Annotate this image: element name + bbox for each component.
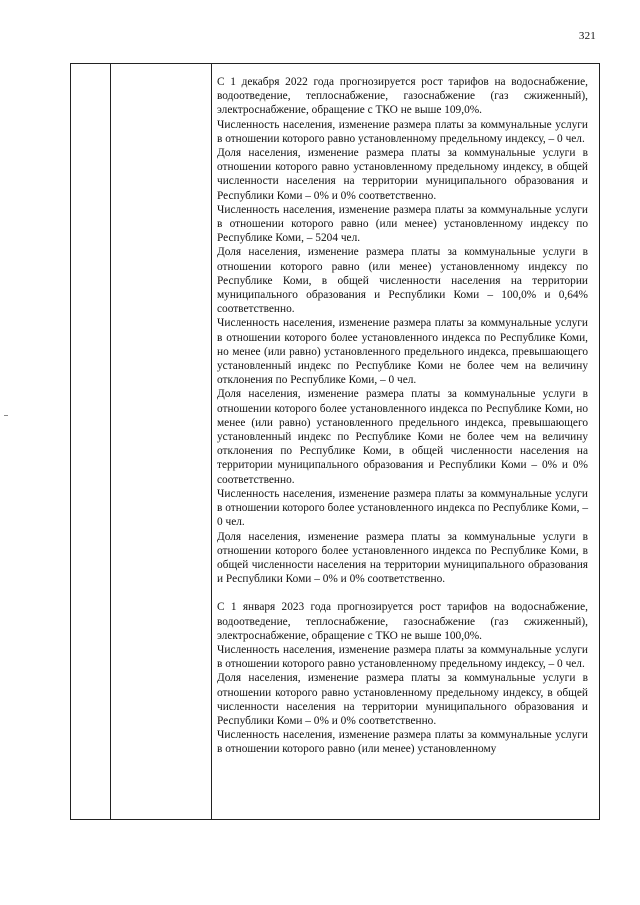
paragraph: Численность населения, изменение размера платы за коммунальные услуги в отношении которого равно установленному предельному индексу, – 0 чел.: [217, 118, 588, 145]
paragraph: Численность населения, изменение размера платы за коммунальные услуги в отношении которого более установленного индекса по Республике Коми, но менее (или равно) установленного предельного индекса, превышающего установленный индекс по Республике Коми не более чем на величину отклонения по Республике Коми, – 0 чел.: [217, 317, 588, 387]
paragraph: Численность населения, изменение размера платы за коммунальные услуги в отношении которого равно (или менее) установленному: [217, 729, 588, 756]
paragraph: Доля населения, изменение размера платы за коммунальные услуги в отношении которого равно установленному предельному индексу, в общей численности населения на территории муниципального образования и Республики Коми – 0% и 0% соответственно.: [217, 147, 588, 202]
table-cell-text: [217, 75, 588, 757]
paragraph: Численность населения, изменение размера платы за коммунальные услуги в отношении которого равно (или менее) установленному индексу по Республике Коми, – 5204 чел.: [217, 203, 588, 245]
document-table: [70, 63, 600, 820]
paragraph: Доля населения, изменение размера платы за коммунальные услуги в отношении которого более установленного индекса по Республике Коми, но менее (или равно) установленного предельного индекса, превышающего установленный индекс по Республике Коми не более чем на величину отклонения по Республике Коми, в общей численности населения на территории муниципального образования и Республики Коми – 0% и 0% соответственно.: [217, 388, 588, 486]
column-divider: [211, 64, 212, 819]
paragraph: С 1 декабря 2022 года прогнозируется рост тарифов на водоснабжение, водоотведение, теплоснабжение, газоснабжение (газ сжиженный), электроснабжение, обращение с ТКО не выше 109,0%.: [217, 76, 588, 117]
paragraph: Численность населения, изменение размера платы за коммунальные услуги в отношении которого равно установленному предельному индексу, – 0 чел.: [217, 643, 588, 671]
column-divider: [110, 64, 111, 819]
page-number: 321: [578, 30, 596, 42]
paragraph: Доля населения, изменение размера платы за коммунальные услуги в отношении которого более установленного индекса по Республике Коми, в общей численности населения на территории муниципального образования и Республики Коми – 0% и 0% соответственно.: [217, 530, 588, 586]
paragraph: Доля населения, изменение размера платы за коммунальные услуги в отношении которого равно (или менее) установленному индексу по Республике Коми, в общей численности населения на территории муниципального образования и Республики Коми – 100,0% и 0,64% соответственно.: [217, 246, 588, 316]
section-dec-2022: [217, 75, 588, 586]
paragraph: Численность населения, изменение размера платы за коммунальные услуги в отношении которого более установленного индекса по Республике Коми, – 0 чел.: [217, 487, 588, 529]
paragraph: С 1 января 2023 года прогнозируется рост тарифов на водоснабжение, водоотведение, теплоснабжение, газоснабжение (газ сжиженный), электроснабжение, обращение с ТКО не выше 100,0%.: [217, 601, 588, 642]
section-jan-2023: [217, 600, 588, 756]
paragraph: Доля населения, изменение размера платы за коммунальные услуги в отношении которого равно установленному предельному индексу, в общей численности населения на территории муниципального образования и Республики Коми – 0% и 0% соответственно.: [217, 672, 588, 727]
margin-mark: [4, 415, 8, 416]
